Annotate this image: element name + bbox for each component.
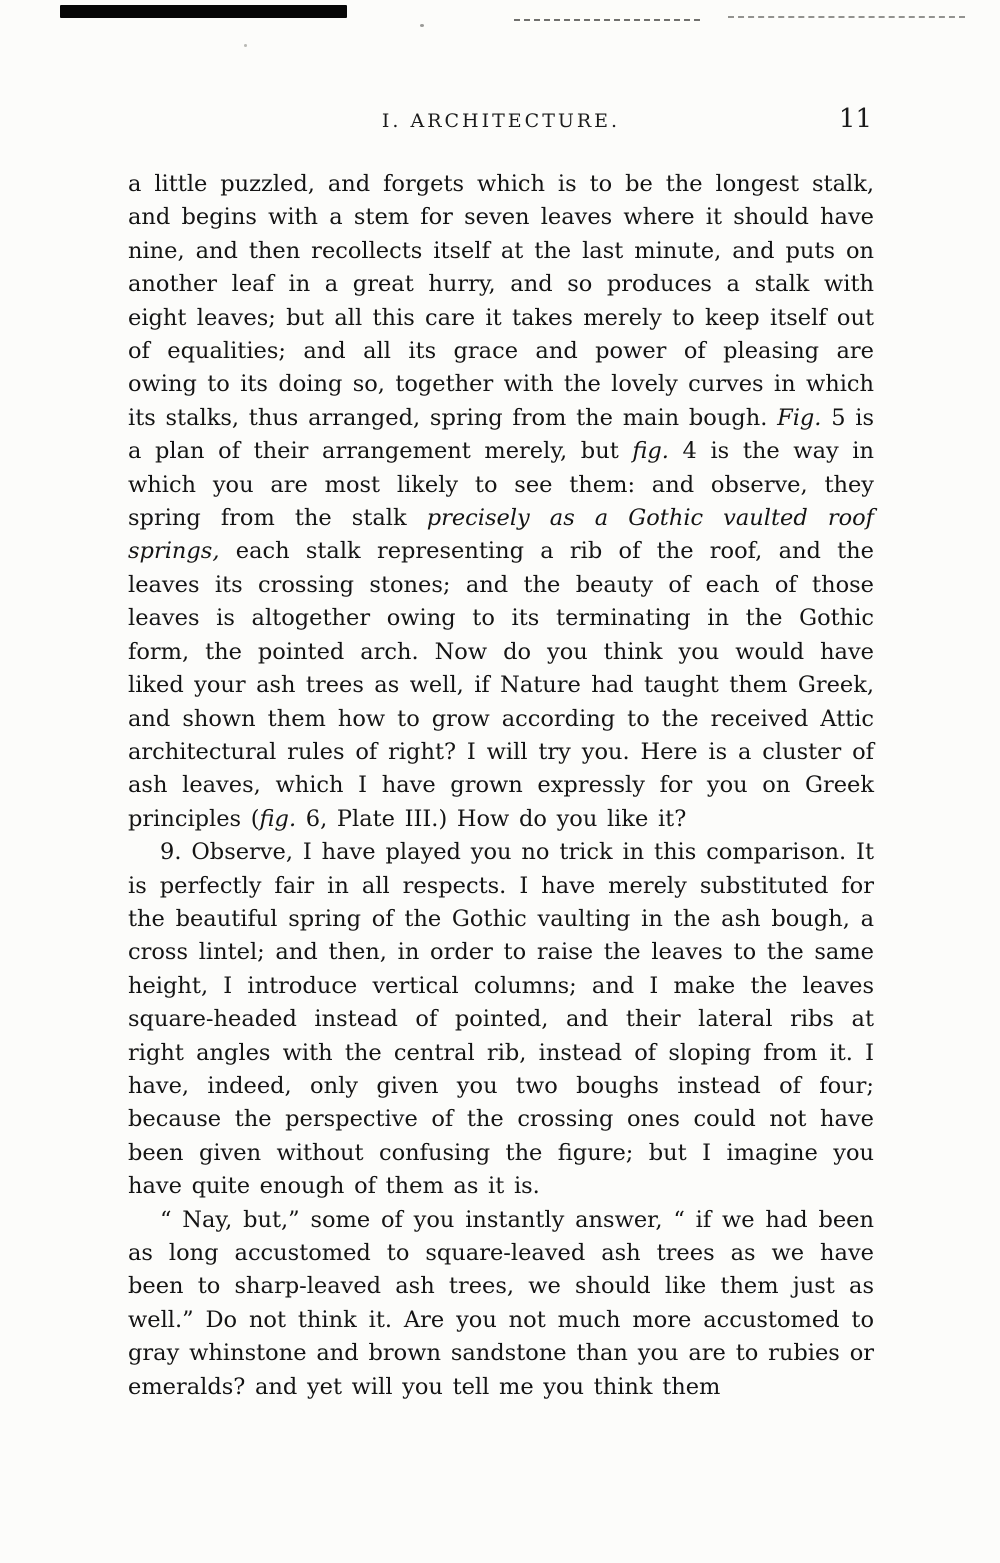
- italic-text: fig.: [632, 438, 669, 465]
- body-text: a little puzzled, and forgets which is to be the longest stalk, and begins with a stem for seven leaves where it should have nine, and then recollects itself at the last minute, and puts on another leaf in a great hurry, and so produces a stalk with eight leaves; but all this care it takes merely to keep itself out of equalities; and all its grace and power of pleasing are owing to its doing so, together with the lovely curves in which its stalks, thus arranged, spring from the main bough.: [128, 171, 874, 431]
- page-body: [128, 168, 874, 1404]
- scan-artifact-speck: [420, 24, 424, 27]
- italic-text: fig.: [259, 805, 297, 832]
- body-text: 6, Plate III.) How do you like it?: [296, 805, 687, 832]
- page-header: [128, 104, 874, 138]
- body-text: 4 is the way in which you are most likely to see them: and observe, they spring from the stalk: [128, 438, 874, 532]
- scan-artifact-dashed-line: [514, 19, 700, 21]
- paragraph: [128, 1204, 874, 1404]
- body-text: each stalk representing a rib of the roof, and the leaves its crossing stones; and the beauty of each of those leaves is altogether owing to its terminating in the Gothic form, the pointed arch. Now do you think you would have liked your ash trees as well, if Nature had taught them Greek, and shown them how to grow according to the received Attic architectural rules of right? I will try you. Here is a cluster of ash leaves, which I have grown expressly for you on Greek principles (: [128, 538, 874, 832]
- scan-artifact-bar: [60, 5, 347, 18]
- paragraph: [128, 836, 874, 1203]
- italic-text: precisely as a Gothic vaulted roof springs,: [128, 505, 874, 565]
- running-title: I. ARCHITECTURE.: [381, 110, 621, 132]
- body-text: 5 is a plan of their arrangement merely, but: [128, 404, 874, 465]
- body-text: 9. Observe, I have played you no trick in this comparison. It is perfectly fair in all respects. I have merely substituted for the beautiful spring of the Gothic vaulting in the ash bough, a cross lintel; and then, in order to raise the leaves to the same height, I introduce vertical columns; and I make the leaves square-headed instead of pointed, and their lateral ribs at right angles with the central rib, instead of sloping from it. I have, indeed, only given you two boughs instead of four; because the perspective of the crossing ones could not have been given without confusing the figure; but I imagine you have quite enough of them as it is.: [128, 839, 874, 1200]
- scan-artifact-speck: [244, 44, 247, 47]
- italic-text: Fig.: [777, 404, 822, 431]
- paragraph: [128, 168, 874, 836]
- scan-artifact-dashed-line: [728, 16, 965, 18]
- page-number: 11: [838, 104, 872, 134]
- body-text: “ Nay, but,” some of you instantly answer, “ if we had been as long accustomed to square-leaved ash trees as we have been to sharp-leaved ash trees, we should like them just as well.” Do not think it. Are you not much more accustomed to gray whinstone and brown sandstone than you are to rubies or emeralds? and yet will you tell me you think them: [128, 1206, 874, 1400]
